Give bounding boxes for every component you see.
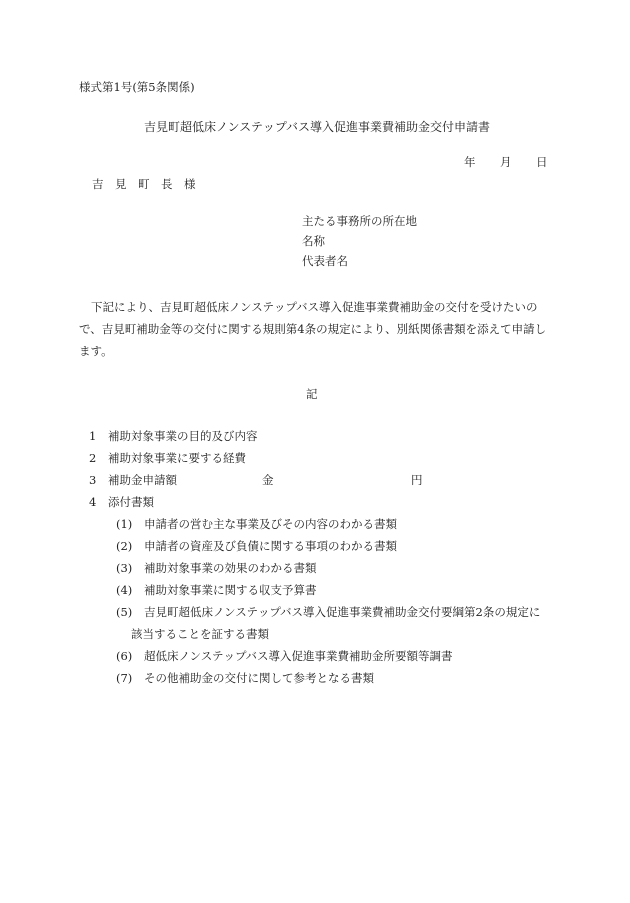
attachment-number: (7) xyxy=(116,671,133,685)
list-item xyxy=(89,453,246,465)
attachment-number: (3) xyxy=(116,561,133,575)
attachment-number: (5) xyxy=(116,605,133,619)
item-text: 添付書類 xyxy=(108,495,154,509)
attachment-text: 吉見町超低床ノンステップバス導入促進事業費補助金交付要綱第2条の規定に xyxy=(144,605,541,619)
attachment-item xyxy=(116,519,397,531)
attachment-item xyxy=(116,563,317,575)
list-item xyxy=(89,475,177,487)
attachment-text: 超低床ノンステップバス導入促進事業費補助金所要額等調書 xyxy=(144,649,453,663)
item-text: 補助対象事業の目的及び内容 xyxy=(108,429,258,443)
attachment-item xyxy=(116,673,374,685)
amount-suffix: 円 xyxy=(411,473,423,487)
attachment-number: (1) xyxy=(116,517,133,531)
attachment-text: 補助対象事業に関する収支予算書 xyxy=(144,583,317,597)
attachment-item xyxy=(116,585,317,597)
attachment-text: その他補助金の交付に関して参考となる書類 xyxy=(144,671,374,685)
form-number: 様式第1号(第5条関係) xyxy=(79,80,195,94)
item-number: 1 xyxy=(89,429,97,443)
attachment-continuation: 該当することを証する書類 xyxy=(131,627,269,641)
date-month-label: 月 xyxy=(500,155,512,169)
list-item xyxy=(89,497,154,509)
applicant-representative-label: 代表者名 xyxy=(302,254,348,268)
item-number: 2 xyxy=(89,451,97,465)
applicant-address-label: 主たる事務所の所在地 xyxy=(302,214,417,228)
attachment-number: (6) xyxy=(116,649,133,663)
applicant-name-label: 名称 xyxy=(302,234,325,248)
date-year-label: 年 xyxy=(464,155,476,169)
attachment-number: (4) xyxy=(116,583,133,597)
attachment-number: (2) xyxy=(116,539,133,553)
attachment-text: 補助対象事業の効果のわかる書類 xyxy=(144,561,317,575)
section-heading: 記 xyxy=(306,387,318,401)
attachment-item xyxy=(116,607,540,619)
amount-prefix: 金 xyxy=(262,473,274,487)
item-text: 補助対象事業に要する経費 xyxy=(108,451,246,465)
item-number: 4 xyxy=(89,495,97,509)
attachment-text: 申請者の資産及び負債に関する事項のわかる書類 xyxy=(144,539,397,553)
attachment-item xyxy=(116,541,397,553)
addressee: 吉 見 町 長 様 xyxy=(92,177,196,191)
item-number: 3 xyxy=(89,473,97,487)
document-title: 吉見町超低床ノンステップバス導入促進事業費補助金交付申請書 xyxy=(144,120,490,134)
list-item xyxy=(89,431,258,443)
item-text: 補助金申請額 xyxy=(108,473,177,487)
body-paragraph: 下記により、吉見町超低床ノンステップバス導入促進事業費補助金の交付を受けたいので、吉見町補助金等の交付に関する規則第4条の規定により、別紙関係書類を添えて申請します。 xyxy=(79,300,547,358)
date-day-label: 日 xyxy=(536,155,548,169)
attachment-item xyxy=(116,651,453,663)
attachment-text: 申請者の営む主な事業及びその内容のわかる書類 xyxy=(144,517,397,531)
